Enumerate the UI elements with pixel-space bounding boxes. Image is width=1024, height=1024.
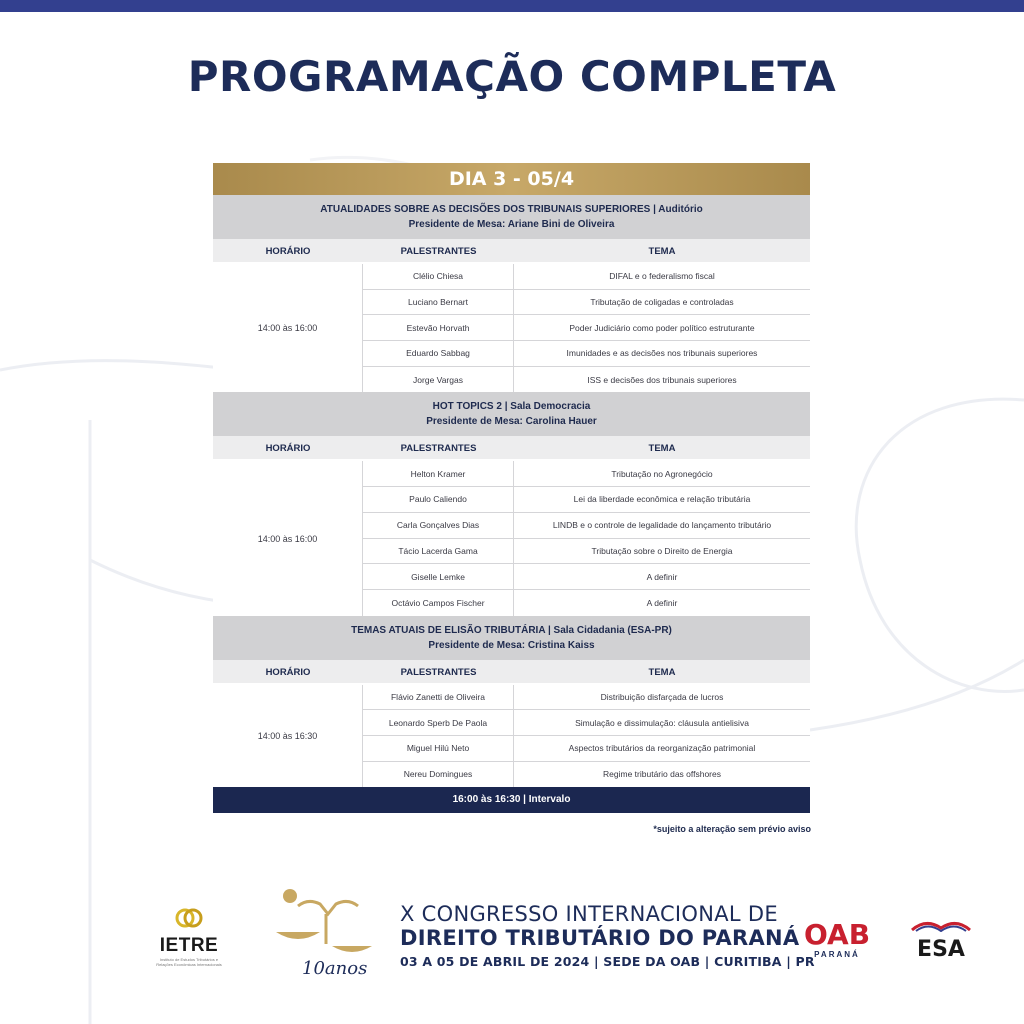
- topic: Tributação de coligadas e controladas: [590, 297, 734, 308]
- table-row: [363, 290, 810, 316]
- topic: Distribuição disfarçada de lucros: [600, 691, 724, 702]
- table-row: [363, 341, 810, 367]
- table-row: [363, 736, 810, 762]
- session-header: [213, 616, 810, 660]
- column-palestrantes: PALESTRANTES: [400, 246, 477, 257]
- topic: Regime tributário das offshores: [603, 769, 721, 780]
- session-header: [213, 392, 810, 436]
- speaker: Tácio Lacerda Gama: [363, 539, 514, 564]
- session-president: Presidente de Mesa: Carolina Hauer: [426, 416, 597, 428]
- session-time: 14:00 às 16:00: [213, 264, 363, 392]
- table-row: [363, 264, 810, 290]
- topic: ISS e decisões dos tribunais superiores: [587, 374, 737, 385]
- table-row: [363, 685, 810, 711]
- topic: Aspectos tributários da reorganização patrimonial: [568, 743, 756, 754]
- table-row: [363, 762, 810, 788]
- esa-logo: [908, 916, 974, 962]
- book-icon: [908, 916, 974, 932]
- topic: Poder Judiciário como poder político estruturante: [569, 322, 755, 333]
- oab-mark: OAB: [803, 918, 871, 951]
- speaker: Jorge Vargas: [363, 367, 514, 393]
- congress-info: [400, 902, 815, 969]
- column-horario: HORÁRIO: [265, 246, 311, 257]
- sponsor-logos: [0, 880, 1024, 990]
- rings-icon: [173, 906, 205, 930]
- speaker: Flávio Zanetti de Oliveira: [363, 685, 514, 710]
- anniversary-text: 10anos: [302, 958, 368, 979]
- speaker: Helton Kramer: [363, 461, 514, 486]
- table-row: [363, 367, 810, 393]
- interval-row: 16:00 às 16:30 | Intervalo: [213, 787, 810, 813]
- topic: A definir: [646, 571, 678, 582]
- topic: Tributação no Agronegócio: [611, 468, 713, 479]
- column-headers: [213, 239, 810, 264]
- speaker: Clélio Chiesa: [363, 264, 514, 289]
- session-header: [213, 195, 810, 239]
- ietre-name: IETRE: [159, 935, 219, 956]
- table-row: [363, 539, 810, 565]
- topic: Simulação e dissimulação: cláusula antielisiva: [575, 717, 749, 728]
- column-headers: [213, 436, 810, 461]
- speaker: Luciano Bernart: [363, 290, 514, 315]
- session-body: [213, 461, 810, 615]
- session-time: 14:00 às 16:00: [213, 461, 363, 615]
- column-horario: HORÁRIO: [265, 443, 311, 455]
- topic: DIFAL e o federalismo fiscal: [609, 271, 715, 282]
- table-row: [363, 590, 810, 616]
- session-title: TEMAS ATUAIS DE ELISÃO TRIBUTÁRIA | Sala Cidadania (ESA-PR): [351, 624, 672, 636]
- ietre-logo: [152, 906, 226, 967]
- speaker: Paulo Caliendo: [363, 487, 514, 512]
- speaker: Miguel Hilú Neto: [363, 736, 514, 761]
- oab-state: PARANÁ: [814, 950, 860, 959]
- congress-line1: X CONGRESSO INTERNACIONAL DE: [400, 902, 778, 926]
- topic: A definir: [646, 597, 678, 608]
- speaker: Leonardo Sperb De Paola: [363, 710, 514, 735]
- speaker: Octávio Campos Fischer: [363, 590, 514, 616]
- session-title: ATUALIDADES SOBRE AS DECISÕES DOS TRIBUNAIS SUPERIORES | Auditório: [320, 204, 703, 215]
- session-body: [213, 264, 810, 392]
- session-body: [213, 685, 810, 788]
- column-palestrantes: PALESTRANTES: [400, 666, 477, 678]
- topic: LINDB e o controle de legalidade do lançamento tributário: [552, 520, 772, 531]
- column-tema: TEMA: [648, 666, 676, 678]
- speaker: Nereu Domingues: [363, 762, 514, 788]
- table-row: [363, 564, 810, 590]
- oab-logo: [798, 920, 876, 959]
- schedule-table: [213, 163, 810, 813]
- esa-name: ESA: [917, 937, 965, 962]
- session-time: 14:00 às 16:30: [213, 685, 363, 788]
- table-row: [363, 461, 810, 487]
- congress-line3: 03 A 05 DE ABRIL DE 2024 | SEDE DA OAB | CURITIBA | PR: [400, 954, 815, 969]
- anniversary-logo: [268, 884, 388, 984]
- speaker: Carla Gonçalves Dias: [363, 513, 514, 538]
- congress-line2: DIREITO TRIBUTÁRIO DO PARANÁ: [400, 926, 800, 950]
- page-title: PROGRAMAÇÃO COMPLETA: [187, 52, 837, 101]
- column-headers: [213, 660, 810, 685]
- session-president: Presidente de Mesa: Cristina Kaiss: [428, 639, 595, 651]
- speaker: Eduardo Sabbag: [363, 341, 514, 366]
- day-header: DIA 3 - 05/4: [213, 163, 810, 195]
- table-row: [363, 513, 810, 539]
- column-tema: TEMA: [648, 246, 676, 257]
- topic: Lei da liberdade econômica e relação tributária: [573, 494, 751, 505]
- table-row: [363, 710, 810, 736]
- column-tema: TEMA: [648, 443, 676, 455]
- disclaimer-note: *sujeito a alteração sem prévio aviso: [653, 824, 811, 834]
- column-horario: HORÁRIO: [265, 666, 311, 678]
- speaker: Giselle Lemke: [363, 564, 514, 589]
- topic: Imunidades e as decisões nos tribunais superiores: [566, 348, 758, 359]
- session-title: HOT TOPICS 2 | Sala Democracia: [432, 401, 591, 413]
- session-president: Presidente de Mesa: Ariane Bini de Oliveira: [408, 219, 615, 230]
- topic: Tributação sobre o Direito de Energia: [591, 545, 733, 556]
- ietre-subtitle: Instituto de Estudos Tributários e Relações Econômicas Internacionais: [156, 957, 222, 967]
- table-row: [363, 315, 810, 341]
- table-row: [363, 487, 810, 513]
- speaker: Estevão Horvath: [363, 315, 514, 340]
- column-palestrantes: PALESTRANTES: [400, 443, 477, 455]
